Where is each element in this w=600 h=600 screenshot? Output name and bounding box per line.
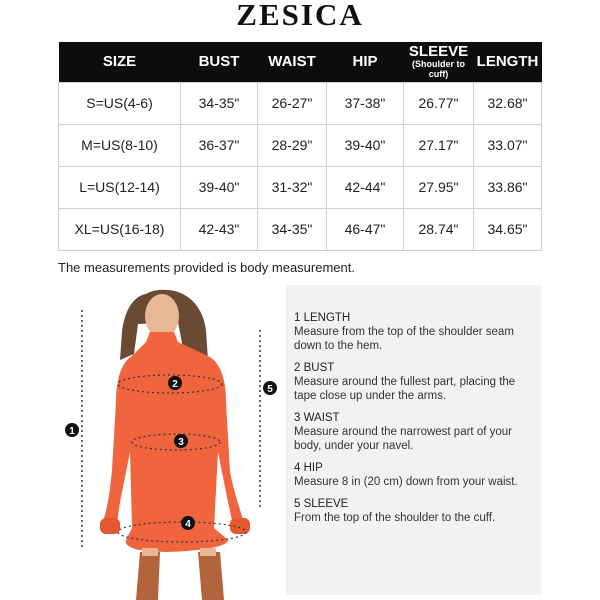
header-sleeve-sub: (Shoulder to cuff): [412, 59, 465, 80]
cell-hip: 39-40": [327, 124, 404, 166]
right-leg: [200, 548, 216, 556]
cell-size: S=US(4-6): [59, 82, 181, 124]
model-figure: [58, 282, 293, 600]
instruction-title: 2 BUST: [294, 362, 335, 374]
cell-bust: 42-43": [181, 208, 258, 250]
cell-waist: 28-29": [258, 124, 327, 166]
right-boot: [198, 552, 224, 600]
header-hip: HIP: [327, 42, 404, 82]
cell-hip: 42-44": [327, 166, 404, 208]
cell-sleeve: 27.95": [404, 166, 474, 208]
table-header-row: [59, 42, 542, 82]
model-face: [145, 294, 179, 338]
brand-logo: ZESICA: [236, 0, 364, 32]
instruction-length: [294, 311, 533, 353]
cell-bust: 39-40": [181, 166, 258, 208]
cell-waist: 31-32": [258, 166, 327, 208]
size-chart-table: [58, 42, 542, 251]
header-sleeve: SLEEVE (Shoulder to cuff): [404, 42, 474, 82]
instruction-title: 5 SLEEVE: [294, 498, 349, 510]
bust-marker-label: 2: [172, 379, 178, 390]
header-waist: WAIST: [258, 42, 327, 82]
instruction-title: 1 LENGTH: [294, 312, 351, 324]
table-row: [59, 124, 542, 166]
cell-size: M=US(8-10): [59, 124, 181, 166]
instruction-sleeve: [294, 497, 533, 525]
table-row: [59, 208, 542, 250]
cell-length: 33.07": [474, 124, 542, 166]
table-row: [59, 166, 542, 208]
instruction-text: Measure 8 in (20 cm) down from your waist.: [294, 476, 518, 488]
measurement-instructions-panel: [286, 285, 541, 595]
instruction-text: Measure from the top of the shoulder seam down to the hem.: [294, 326, 514, 352]
cell-waist: 26-27": [258, 82, 327, 124]
left-cuff: [100, 518, 120, 534]
model-dress: [102, 332, 244, 552]
cell-sleeve: 28.74": [404, 208, 474, 250]
measurement-note: The measurements provided is body measurement.: [58, 260, 355, 275]
cell-size: L=US(12-14): [59, 166, 181, 208]
sleeve-marker-label: 5: [267, 384, 273, 395]
header-length: LENGTH: [474, 42, 542, 82]
waist-marker-label: 3: [178, 437, 184, 448]
instruction-text: From the top of the shoulder to the cuff.: [294, 512, 496, 524]
instruction-title: 3 WAIST: [294, 412, 340, 424]
table-row: [59, 82, 542, 124]
right-cuff: [230, 518, 250, 534]
instruction-text: Measure around the fullest part, placing the tape close up under the arms.: [294, 376, 516, 402]
cell-length: 32.68": [474, 82, 542, 124]
cell-size: XL=US(16-18): [59, 208, 181, 250]
instruction-waist: [294, 411, 533, 453]
cell-bust: 36-37": [181, 124, 258, 166]
header-bust: BUST: [181, 42, 258, 82]
length-marker-label: 1: [69, 426, 75, 437]
left-boot: [136, 552, 160, 600]
header-size: SIZE: [59, 42, 181, 82]
model-illustration: [58, 282, 293, 600]
cell-bust: 34-35": [181, 82, 258, 124]
cell-sleeve: 27.17": [404, 124, 474, 166]
cell-hip: 46-47": [327, 208, 404, 250]
cell-hip: 37-38": [327, 82, 404, 124]
hip-marker-label: 4: [185, 519, 191, 530]
left-leg: [142, 548, 158, 556]
instruction-text: Measure around the narrowest part of your body, under your navel.: [294, 426, 512, 452]
cell-waist: 34-35": [258, 208, 327, 250]
instruction-bust: [294, 361, 533, 403]
cell-sleeve: 26.77": [404, 82, 474, 124]
instruction-title: 4 HIP: [294, 462, 323, 474]
instruction-hip: [294, 461, 533, 489]
cell-length: 33.86": [474, 166, 542, 208]
cell-length: 34.65": [474, 208, 542, 250]
